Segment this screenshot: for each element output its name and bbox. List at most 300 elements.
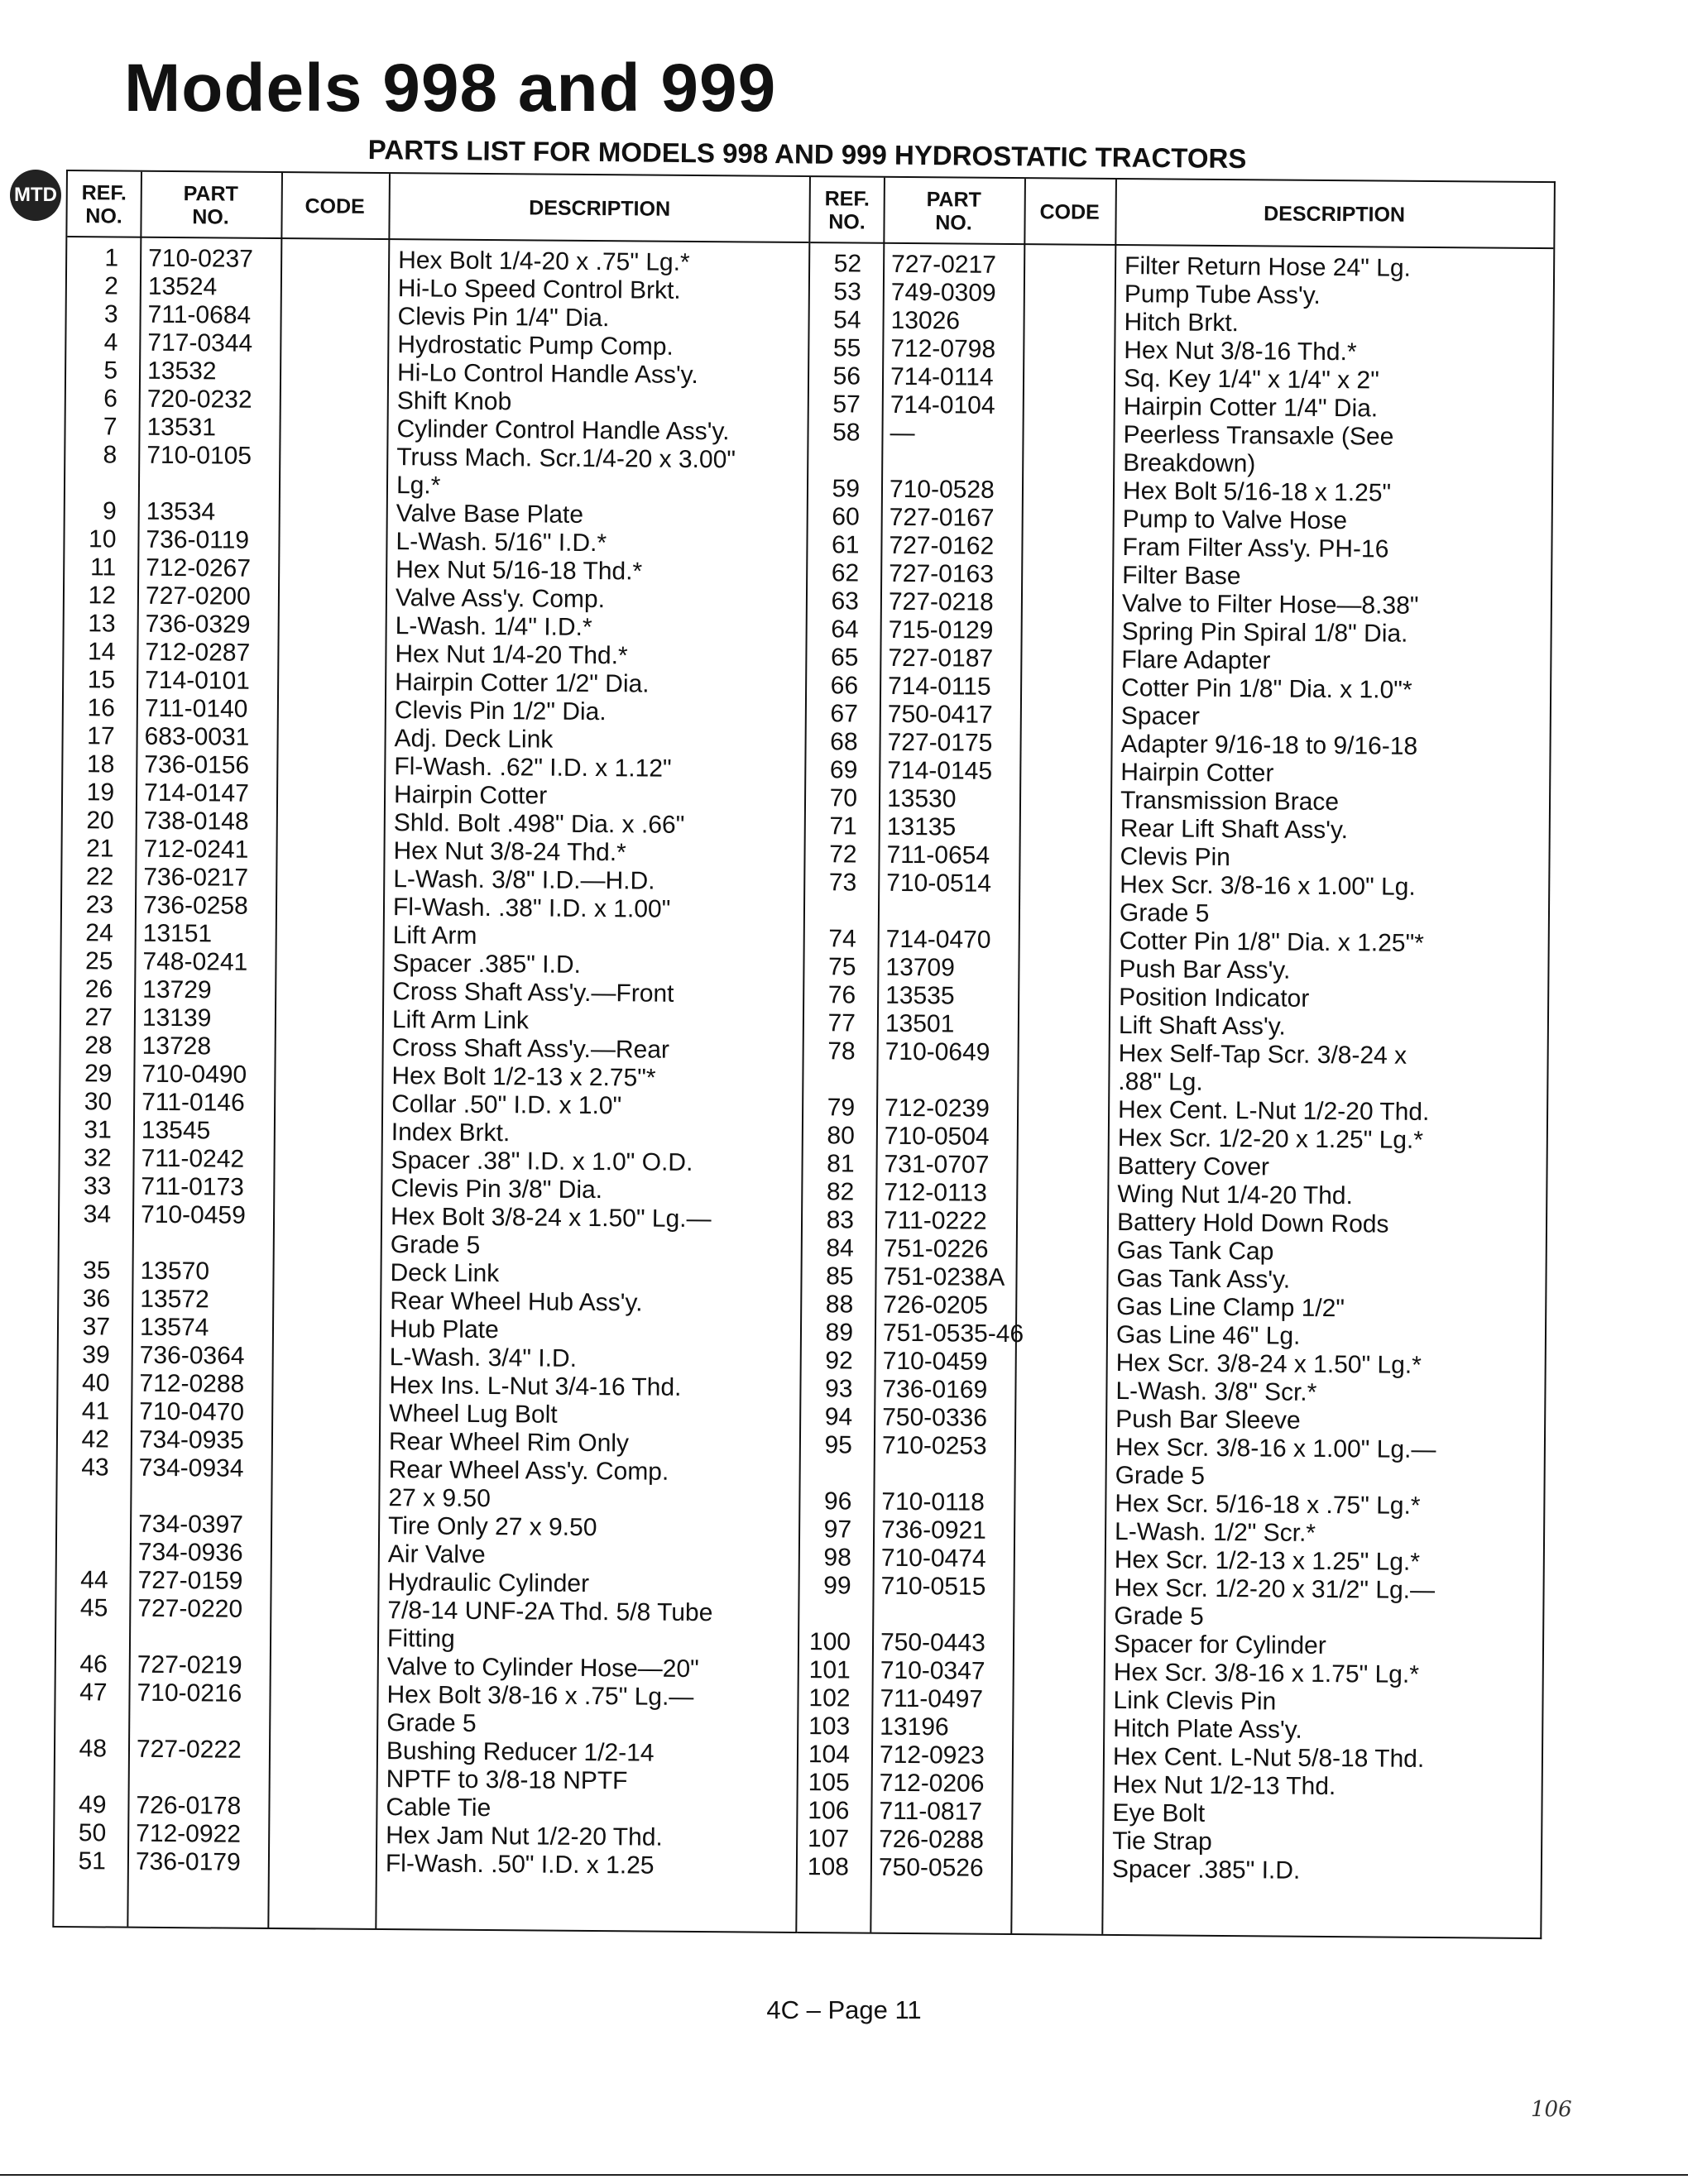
- ref-number: 65: [830, 644, 859, 672]
- part-number: 710-0528: [889, 475, 995, 504]
- ref-number: 89: [825, 1319, 854, 1347]
- part-number: 711-0497: [880, 1684, 984, 1713]
- ref-number: 5: [103, 357, 118, 385]
- ref-number: 79: [827, 1094, 856, 1122]
- part-number: 13534: [146, 497, 216, 526]
- part-number: 710-0515: [880, 1572, 986, 1601]
- part-number: 711-0173: [141, 1172, 245, 1201]
- ref-number: 13: [88, 610, 116, 638]
- ref-number: 20: [86, 807, 114, 835]
- part-number: 714-0114: [890, 362, 994, 391]
- ref-number: 103: [808, 1712, 851, 1741]
- part-description: Flare Adapter: [1121, 646, 1271, 675]
- ref-number: 46: [79, 1650, 108, 1679]
- part-number: 734-0397: [138, 1510, 244, 1539]
- ref-number: 60: [832, 503, 860, 531]
- ref-number: 97: [823, 1516, 852, 1544]
- part-number: 726-0205: [883, 1291, 989, 1320]
- ref-number: 3: [103, 300, 118, 328]
- part-description: Hex Scr. 3/8-16 x 1.00" Lg.— Grade 5: [1115, 1434, 1436, 1490]
- part-description: Hex Cent. L-Nut 1/2-20 Thd.: [1117, 1096, 1430, 1126]
- part-number: 727-0159: [137, 1566, 243, 1595]
- ref-number: 2: [104, 272, 119, 300]
- part-description: L-Wash. 1/4" I.D.*: [395, 612, 592, 642]
- part-description: Wheel Lug Bolt: [389, 1400, 558, 1429]
- parts-table-left: [52, 170, 811, 1933]
- part-number: 712-0113: [884, 1178, 988, 1207]
- page-number: 4C – Page 11: [766, 1995, 922, 2024]
- part-description: Collar .50" I.D. x 1.0": [391, 1090, 622, 1120]
- part-number: 714-0145: [887, 756, 993, 785]
- part-number: 710-0347: [880, 1656, 985, 1685]
- ref-number: 47: [79, 1679, 108, 1707]
- table-header-right: [810, 177, 1554, 249]
- part-number: 710-0118: [881, 1487, 985, 1516]
- part-description: Fl-Wash. .62" I.D. x 1.12": [394, 753, 672, 783]
- part-number: 711-0684: [147, 300, 252, 329]
- part-description: Eye Bolt: [1112, 1798, 1206, 1827]
- part-description: Valve Ass'y. Comp.: [395, 584, 606, 614]
- part-description: Tire Only 27 x 9.50: [388, 1512, 597, 1542]
- part-description: Hitch Brkt.: [1124, 309, 1240, 338]
- part-description: Hydrostatic Pump Comp.: [397, 331, 674, 361]
- ref-number: 78: [827, 1037, 856, 1066]
- ref-number: 16: [87, 694, 116, 722]
- col-ref-header: REF. NO.: [824, 187, 870, 234]
- part-description: Adapter 9/16-18 to 9/16-18: [1120, 730, 1418, 760]
- ref-number: 42: [81, 1425, 110, 1454]
- part-number: 712-0241: [143, 835, 249, 864]
- part-description: 7/8-14 UNF-2A Thd. 5/8 Tube Fitting: [386, 1597, 713, 1653]
- col-code-header: CODE: [305, 194, 365, 218]
- part-number: 712-0206: [879, 1769, 985, 1798]
- ref-number: 63: [831, 587, 860, 615]
- part-number: 727-0175: [887, 728, 993, 757]
- part-number: 727-0200: [145, 582, 251, 611]
- part-description: Hex Nut 3/8-24 Thd.*: [393, 837, 626, 867]
- part-description: Filter Return Hose 24" Lg.: [1124, 252, 1412, 282]
- part-number: —: [890, 419, 915, 448]
- part-description: Push Bar Sleeve: [1115, 1406, 1301, 1434]
- ref-number: 100: [808, 1628, 851, 1656]
- part-number: 712-0287: [145, 638, 251, 667]
- part-number: 13572: [140, 1285, 209, 1314]
- part-number: 714-0101: [145, 666, 251, 695]
- part-description: Clevis Pin 1/4" Dia.: [397, 303, 610, 333]
- part-description: Hex Nut 1/2-13 Thd.: [1112, 1770, 1336, 1801]
- part-description: Hex Cent. L-Nut 5/8-18 Thd.: [1112, 1742, 1425, 1773]
- col-part-header: PART NO.: [926, 188, 981, 235]
- ref-number: 32: [84, 1144, 112, 1172]
- ref-number: 73: [828, 869, 857, 897]
- part-description: Hex Nut 1/4-20 Thd.*: [395, 640, 628, 670]
- part-description: Spring Pin Spiral 1/8" Dia.: [1121, 618, 1408, 648]
- part-description: Clevis Pin 1/2" Dia.: [394, 697, 607, 726]
- part-description: Lift Shaft Ass'y.: [1118, 1012, 1286, 1041]
- part-number: 710-0470: [139, 1397, 245, 1426]
- part-description: Clevis Pin: [1120, 843, 1231, 872]
- part-number: 749-0309: [890, 278, 996, 307]
- col-desc-header: DESCRIPTION: [529, 196, 671, 221]
- part-description: Lift Arm: [392, 922, 477, 950]
- part-number: 736-0169: [882, 1375, 988, 1404]
- part-description: Push Bar Ass'y.: [1119, 956, 1291, 984]
- part-description: Lift Arm Link: [391, 1006, 530, 1035]
- part-description: Transmission Brace: [1120, 787, 1340, 817]
- part-number: 727-0222: [136, 1735, 242, 1764]
- ref-number: 108: [807, 1853, 850, 1881]
- part-number: 711-0817: [879, 1797, 983, 1826]
- part-number: 727-0187: [888, 644, 994, 673]
- ref-number: 107: [807, 1825, 850, 1853]
- part-description: L-Wash. 3/8" Scr.*: [1115, 1377, 1317, 1406]
- part-number: 712-0239: [884, 1094, 990, 1123]
- part-number: 711-0654: [886, 841, 990, 869]
- ref-number: 61: [831, 531, 860, 559]
- part-number: 751-0238A: [883, 1262, 1005, 1291]
- part-number: 712-0267: [146, 553, 252, 582]
- part-description: Valve to Cylinder Hose—20": [386, 1653, 699, 1684]
- ref-number: 94: [824, 1403, 853, 1431]
- part-number: 710-0459: [882, 1347, 988, 1376]
- part-number: 13729: [142, 975, 212, 1004]
- ref-number: 85: [826, 1262, 854, 1291]
- part-description: Hex Scr. 3/8-16 x 1.00" Lg. Grade 5: [1119, 871, 1416, 927]
- part-number: 13728: [141, 1032, 212, 1061]
- ref-number: 53: [833, 278, 861, 306]
- part-description: Fram Filter Ass'y. PH-16: [1122, 534, 1389, 563]
- part-description: Hex Nut 3/8-16 Thd.*: [1124, 337, 1357, 366]
- part-number: 13570: [140, 1257, 210, 1286]
- part-number: 710-0459: [140, 1200, 247, 1229]
- part-description: Hex Bolt 3/8-16 x .75" Lg.— Grade 5: [386, 1681, 694, 1737]
- part-description: Cotter Pin 1/8" Dia. x 1.0"*: [1120, 674, 1412, 704]
- part-number: 714-0115: [887, 672, 991, 701]
- parts-table: [52, 170, 1556, 1939]
- part-number: 13532: [146, 357, 217, 386]
- part-description: Peerless Transaxle (See Breakdown): [1123, 421, 1394, 478]
- part-description: Hex Scr. 5/16-18 x .75" Lg.*: [1115, 1490, 1421, 1520]
- part-description: Hex Scr. 1/2-13 x 1.25" Lg.*: [1114, 1546, 1421, 1576]
- part-description: Hub Plate: [389, 1315, 499, 1344]
- part-description: Spacer: [1120, 702, 1201, 730]
- ref-number: 88: [825, 1291, 854, 1319]
- part-number: 710-0237: [148, 244, 254, 273]
- ref-number: 93: [824, 1375, 853, 1403]
- ref-number: 31: [84, 1116, 113, 1144]
- ref-number: 14: [87, 638, 116, 666]
- part-description: Hex Jam Nut 1/2-20 Thd.: [386, 1822, 663, 1851]
- part-description: Cable Tie: [386, 1794, 492, 1822]
- part-description: Fl-Wash. .38" I.D. x 1.00": [392, 893, 671, 923]
- part-description: L-Wash. 5/16" I.D.*: [396, 528, 607, 558]
- part-description: L-Wash. 1/2" Scr.*: [1114, 1518, 1316, 1547]
- part-description: Spacer .385" I.D.: [392, 950, 582, 979]
- ref-number: 68: [830, 728, 858, 756]
- ref-number: 12: [88, 582, 117, 610]
- part-description: Link Clevis Pin: [1113, 1686, 1277, 1716]
- part-description: Hex Bolt 1/2-13 x 2.75"*: [391, 1062, 656, 1092]
- part-description: L-Wash. 3/4" I.D.: [389, 1343, 578, 1372]
- ref-number: 27: [84, 1003, 113, 1032]
- part-number: 711-0146: [141, 1088, 245, 1117]
- ref-number: 75: [827, 953, 856, 981]
- part-number: 751-0535-46: [882, 1319, 1024, 1348]
- part-number: 736-0329: [145, 610, 251, 639]
- part-number: 710-0216: [137, 1679, 242, 1707]
- ref-number: 105: [808, 1769, 850, 1797]
- part-description: Gas Tank Cap: [1116, 1237, 1274, 1266]
- part-description: Sq. Key 1/4" x 1/4" x 2": [1123, 365, 1379, 395]
- part-number: 727-0217: [891, 250, 997, 279]
- part-number: 13531: [146, 413, 217, 442]
- part-number: 736-0258: [142, 891, 248, 920]
- part-description: Rear Wheel Rim Only: [388, 1428, 630, 1458]
- part-number: 710-0253: [881, 1431, 987, 1460]
- ref-number: 23: [85, 891, 114, 919]
- ref-number: 9: [102, 497, 117, 525]
- part-description: Battery Hold Down Rods: [1116, 1209, 1389, 1238]
- col-ref-header: REF. NO.: [81, 181, 127, 228]
- ref-number: 6: [103, 385, 117, 413]
- part-description: Cross Shaft Ass'y.—Front: [392, 978, 674, 1008]
- part-number: 13545: [141, 1116, 211, 1145]
- part-number: 727-0162: [889, 531, 995, 560]
- part-description: Hex Bolt 5/16-18 x 1.25": [1122, 477, 1392, 507]
- part-number: 738-0148: [143, 807, 249, 836]
- part-number: 712-0922: [136, 1819, 242, 1848]
- part-number: 711-0140: [144, 694, 248, 723]
- ref-number: 30: [84, 1088, 113, 1116]
- part-description: Cotter Pin 1/8" Dia. x 1.25"*: [1119, 927, 1424, 957]
- col-desc-header: DESCRIPTION: [1264, 202, 1406, 227]
- part-description: Pump to Valve Hose: [1122, 505, 1348, 535]
- part-description: Hex Bolt 3/8-24 x 1.50" Lg.— Grade 5: [390, 1203, 712, 1259]
- part-number: 710-0504: [884, 1122, 990, 1151]
- part-number: 13574: [139, 1313, 209, 1342]
- part-number: 710-0514: [886, 869, 992, 898]
- part-number: 715-0129: [888, 615, 994, 644]
- ref-number: 72: [829, 841, 857, 869]
- col-code-header: CODE: [1039, 200, 1100, 224]
- ref-number: 25: [84, 947, 113, 975]
- part-number: 717-0344: [147, 328, 253, 357]
- ref-number: 74: [828, 925, 856, 953]
- part-number: 750-0336: [882, 1403, 988, 1432]
- part-number: 710-0105: [146, 441, 252, 470]
- ref-number: 99: [823, 1572, 851, 1600]
- part-number: 720-0232: [146, 385, 252, 414]
- part-number: 13709: [885, 953, 956, 982]
- part-number: 734-0936: [137, 1538, 243, 1567]
- ref-number: 84: [826, 1234, 854, 1262]
- part-description: Rear Wheel Ass'y. Comp. 27 x 9.50: [388, 1456, 669, 1513]
- ref-number: 50: [78, 1819, 107, 1847]
- part-description: Hex Self-Tap Scr. 3/8-24 x .88" Lg.: [1118, 1040, 1407, 1096]
- part-description: Valve to Filter Hose—8.38": [1121, 590, 1419, 620]
- ref-number: 34: [83, 1200, 112, 1228]
- table-header-left: [67, 171, 809, 243]
- part-description: Battery Cover: [1117, 1152, 1270, 1181]
- ref-number: 81: [827, 1150, 855, 1178]
- rows-right: [807, 250, 1553, 1885]
- part-description: Rear Wheel Hub Ass'y.: [390, 1287, 643, 1317]
- part-description: Hitch Plate Ass'y.: [1113, 1714, 1302, 1744]
- part-number: 712-0798: [890, 334, 996, 363]
- part-description: Shift Knob: [396, 387, 512, 416]
- ref-number: 56: [832, 362, 861, 390]
- part-description: Shld. Bolt .498" Dia. x .66": [393, 809, 685, 839]
- brand-logo: MTD: [10, 170, 61, 221]
- part-number: 13135: [886, 812, 957, 841]
- part-number: 714-0147: [143, 778, 250, 807]
- ref-number: 36: [82, 1285, 111, 1313]
- part-number: 710-0474: [880, 1544, 986, 1573]
- part-number: 748-0241: [142, 947, 248, 976]
- part-description: Hi-Lo Speed Control Brkt.: [397, 275, 681, 304]
- part-number: 736-0921: [880, 1516, 987, 1545]
- part-number: 13139: [141, 1003, 212, 1032]
- part-description: Spacer .385" I.D.: [1111, 1855, 1301, 1885]
- part-number: 736-0156: [144, 750, 250, 779]
- ref-number: 33: [83, 1172, 112, 1200]
- ref-number: 29: [84, 1060, 113, 1088]
- ref-number: 8: [103, 441, 117, 469]
- ref-number: 66: [830, 672, 859, 700]
- page-title: Models 998 and 999: [124, 50, 777, 126]
- ref-number: 45: [79, 1594, 108, 1622]
- part-number: 727-0167: [889, 503, 995, 532]
- part-number: 736-0119: [146, 525, 250, 554]
- part-number: 727-0220: [137, 1594, 243, 1623]
- ref-number: 102: [808, 1684, 851, 1712]
- part-number: 711-0242: [141, 1144, 245, 1173]
- table-row: [810, 250, 1553, 282]
- part-number: 712-0288: [139, 1369, 245, 1398]
- ref-number: 101: [808, 1656, 851, 1684]
- part-number: 726-0178: [136, 1791, 242, 1820]
- col-part-header: PART NO.: [183, 182, 238, 229]
- part-number: 734-0934: [138, 1454, 244, 1482]
- ref-number: 35: [83, 1257, 111, 1285]
- ref-number: 19: [86, 778, 115, 807]
- part-description: Hex Ins. L-Nut 3/4-16 Thd.: [389, 1372, 682, 1401]
- ref-number: 67: [830, 700, 858, 728]
- part-description: Bushing Reducer 1/2-14 NPTF to 3/8-18 NPTF: [386, 1737, 655, 1795]
- part-number: 750-0417: [887, 700, 993, 729]
- part-description: Wing Nut 1/4-20 Thd.: [1117, 1181, 1354, 1210]
- ref-number: 17: [87, 722, 115, 750]
- ref-number: 57: [832, 390, 861, 419]
- rows-left: [67, 244, 808, 1880]
- part-number: 13501: [885, 1009, 955, 1038]
- ref-number: 98: [823, 1544, 851, 1572]
- part-number: 750-0526: [878, 1853, 984, 1882]
- part-description: Spacer .38" I.D. x 1.0" O.D.: [391, 1147, 693, 1176]
- table-row: [67, 244, 808, 276]
- part-description: Position Indicator: [1119, 984, 1310, 1013]
- ref-number: 51: [78, 1847, 107, 1875]
- part-number: 712-0923: [879, 1741, 985, 1770]
- ref-number: 96: [823, 1487, 852, 1516]
- ref-number: 41: [81, 1397, 110, 1425]
- part-description: Cross Shaft Ass'y.—Rear: [391, 1034, 670, 1064]
- part-number: 13026: [890, 306, 961, 335]
- ref-number: 24: [85, 919, 113, 947]
- part-number: 13530: [886, 784, 957, 813]
- part-description: Hex Bolt 1/4-20 x .75" Lg.*: [398, 247, 690, 276]
- part-number: 710-0490: [141, 1060, 247, 1089]
- part-description: Hairpin Cotter 1/2" Dia.: [395, 668, 650, 698]
- part-number: 13524: [147, 272, 218, 301]
- part-description: Hairpin Cotter: [1120, 759, 1274, 788]
- part-description: Hex Nut 5/16-18 Thd.*: [396, 556, 643, 586]
- ref-number: 40: [81, 1369, 110, 1397]
- ref-number: 49: [78, 1791, 107, 1819]
- ref-number: 82: [826, 1178, 855, 1206]
- part-description: Hi-Lo Control Handle Ass'y.: [396, 359, 698, 390]
- part-description: Index Brkt.: [391, 1118, 511, 1147]
- part-description: Valve Base Plate: [396, 500, 584, 529]
- ref-number: 83: [826, 1206, 855, 1234]
- ref-number: 10: [88, 525, 117, 553]
- ref-number: 58: [832, 419, 861, 447]
- ref-number: 69: [829, 756, 858, 784]
- ref-number: 92: [825, 1347, 853, 1375]
- ref-number: 43: [81, 1454, 109, 1482]
- ref-number: 77: [827, 1009, 856, 1037]
- bottom-rule: [0, 2174, 1688, 2176]
- ref-number: 71: [829, 812, 857, 841]
- part-description: L-Wash. 3/8" I.D.—H.D.: [393, 865, 655, 895]
- ref-number: 76: [827, 981, 856, 1009]
- part-description: Air Valve: [387, 1540, 486, 1569]
- part-description: Gas Line Clamp 1/2": [1116, 1293, 1345, 1323]
- ref-number: 4: [103, 328, 118, 357]
- ref-number: 55: [832, 334, 861, 362]
- ref-number: 28: [84, 1032, 113, 1060]
- part-number: 731-0707: [884, 1150, 990, 1179]
- ref-number: 64: [831, 615, 859, 644]
- ref-number: 48: [79, 1735, 108, 1763]
- part-number: 736-0217: [143, 863, 249, 892]
- part-description: Hydraulic Cylinder: [387, 1569, 590, 1598]
- part-number: 727-0219: [137, 1650, 242, 1679]
- part-number: 734-0935: [138, 1425, 244, 1454]
- ref-number: 70: [829, 784, 858, 812]
- part-description: Fl-Wash. .50" I.D. x 1.25: [385, 1850, 655, 1880]
- part-description: Spacer for Cylinder: [1113, 1630, 1326, 1660]
- ref-number: 54: [833, 306, 861, 334]
- part-number: 727-0163: [889, 559, 995, 588]
- part-description: Rear Lift Shaft Ass'y.: [1120, 815, 1349, 845]
- part-description: Cylinder Control Handle Ass'y.: [396, 415, 730, 446]
- part-number: 736-0364: [139, 1341, 245, 1370]
- part-number: 13151: [142, 919, 213, 948]
- part-number: 710-0649: [885, 1037, 990, 1066]
- ref-number: 21: [86, 835, 114, 863]
- part-description: Adj. Deck Link: [394, 725, 554, 754]
- part-description: Hex Scr. 3/8-16 x 1.75" Lg.*: [1113, 1658, 1420, 1688]
- part-description: Hairpin Cotter 1/4" Dia.: [1123, 393, 1379, 423]
- ref-number: 26: [84, 975, 113, 1003]
- handwritten-note: 106: [1531, 2097, 1572, 2122]
- part-number: 13196: [880, 1712, 949, 1741]
- ref-number: 59: [832, 475, 861, 503]
- ref-number: 22: [85, 863, 114, 891]
- part-number: 726-0288: [879, 1825, 985, 1854]
- ref-number: 52: [833, 250, 862, 278]
